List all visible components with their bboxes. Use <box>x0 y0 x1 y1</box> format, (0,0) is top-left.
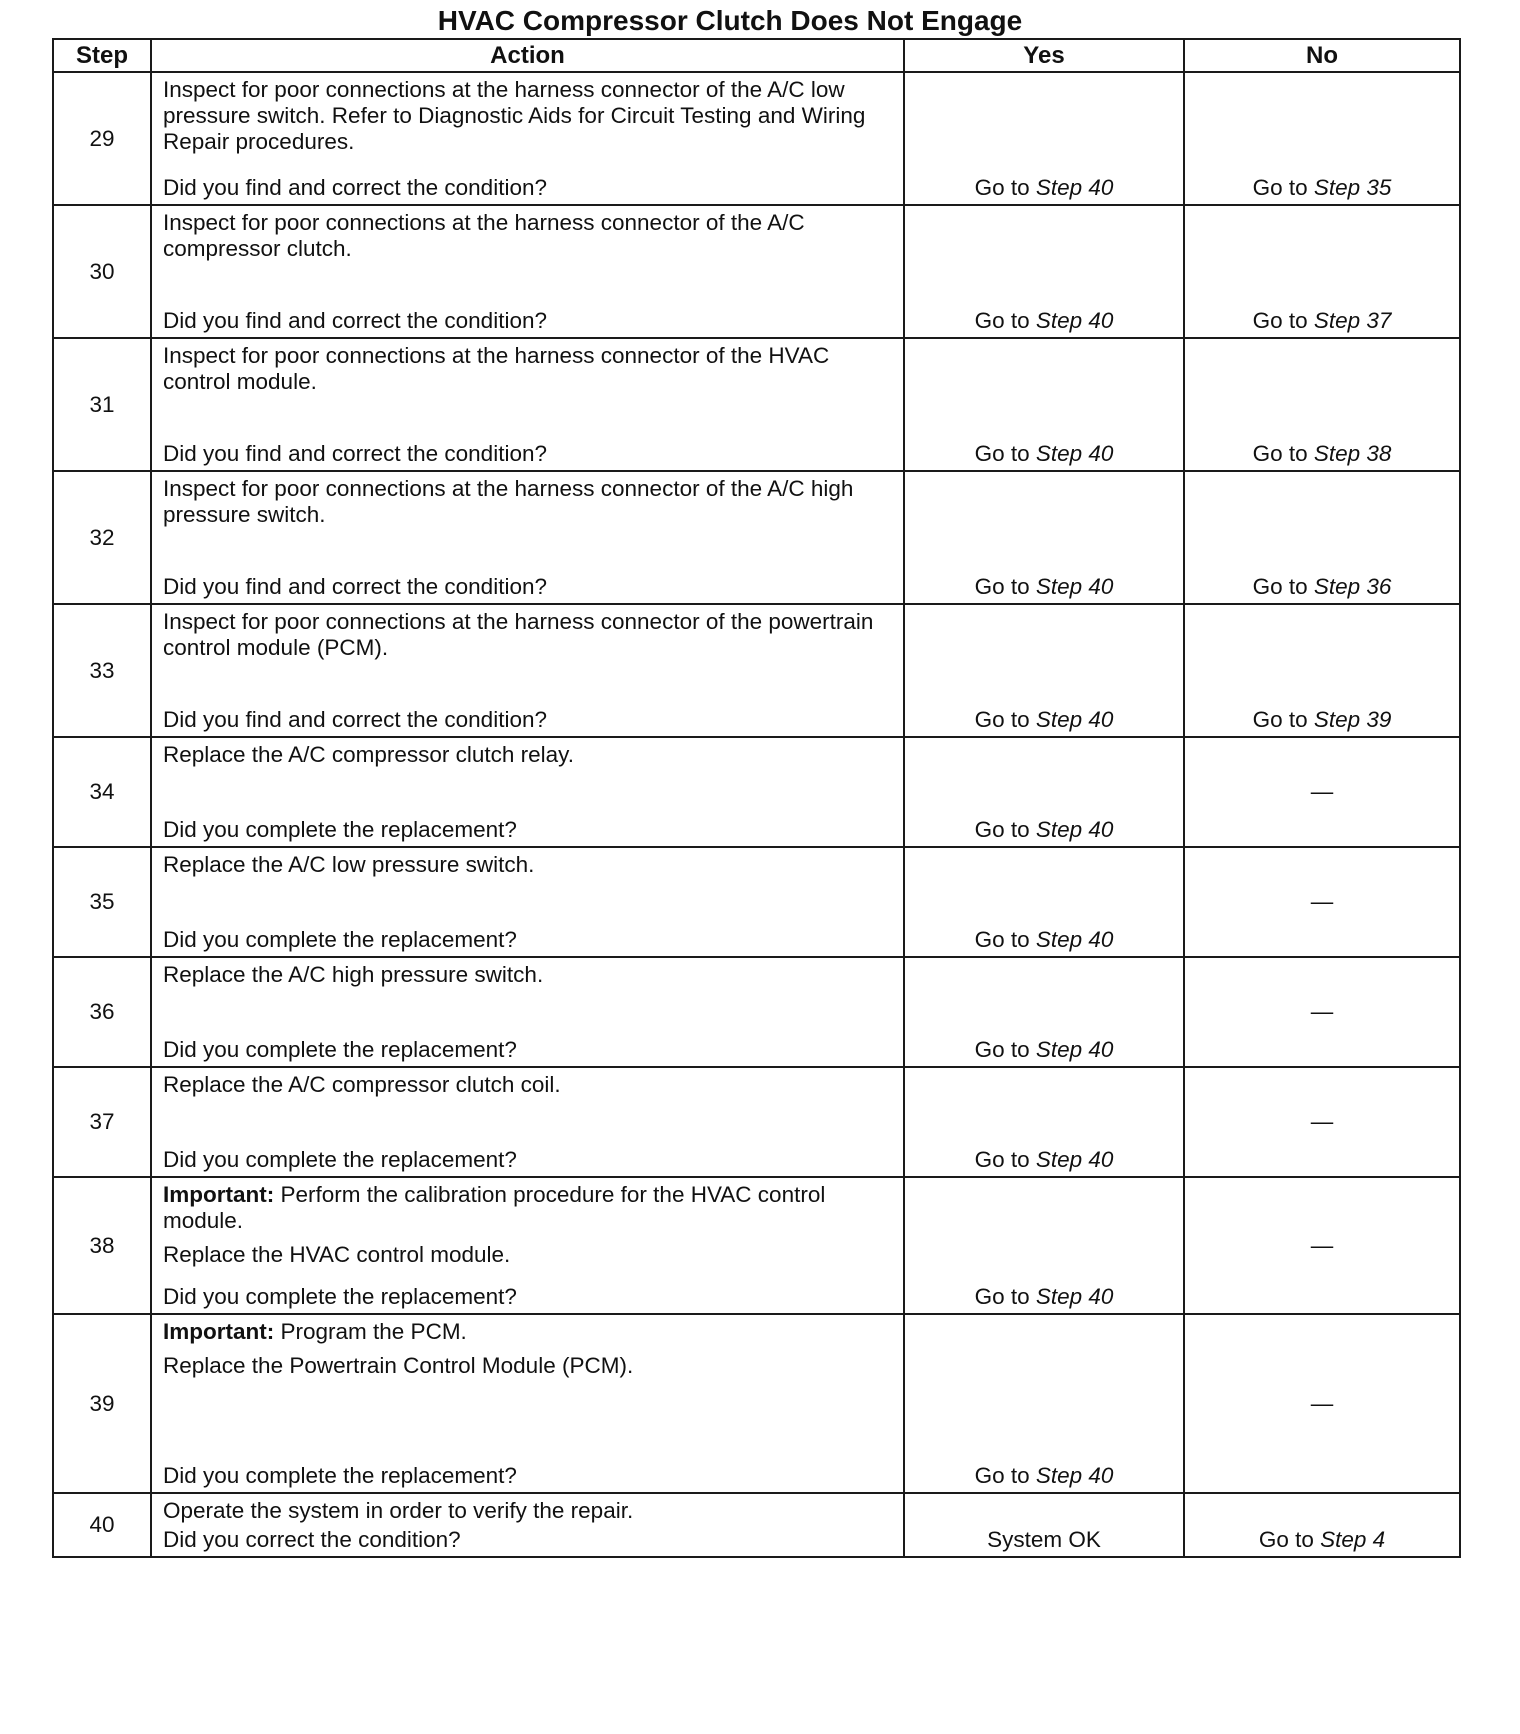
step-reference: Step 40 <box>1035 1284 1114 1309</box>
go-to-label: Go to <box>974 1284 1030 1309</box>
go-to-label: Go to <box>974 927 1030 952</box>
question-text: Did you complete the replacement? <box>163 1037 517 1062</box>
step-reference: Step 35 <box>1313 175 1392 200</box>
go-to-label: Go to <box>974 1463 1030 1488</box>
action-text: Replace the A/C high pressure switch. <box>163 962 544 987</box>
question-text: Did you correct the condition? <box>163 1527 461 1552</box>
table-row <box>53 957 1460 1067</box>
yes-result <box>904 471 1184 604</box>
table-row <box>53 1493 1460 1557</box>
go-to-label: Go to <box>974 175 1030 200</box>
yes-result <box>904 72 1184 205</box>
go-to-label: Go to <box>974 1037 1030 1062</box>
dash-placeholder: — <box>1310 1390 1334 1416</box>
yes-result <box>904 957 1184 1067</box>
no-result <box>1184 72 1460 205</box>
no-result <box>1184 338 1460 471</box>
go-to-label: Go to <box>1252 308 1308 333</box>
question-text: Did you complete the replacement? <box>163 927 517 952</box>
question-text: Did you complete the replacement? <box>163 817 517 842</box>
step-number: 37 <box>53 1067 151 1177</box>
important-note <box>163 1182 893 1234</box>
question-text: Did you find and correct the condition? <box>163 308 547 333</box>
action-cell <box>151 1067 904 1177</box>
go-to-label: Go to <box>974 441 1030 466</box>
no-result <box>1184 957 1460 1067</box>
action-text: Replace the Powertrain Control Module (PCM). <box>163 1353 634 1378</box>
yes-result <box>904 1314 1184 1493</box>
question-text: Did you find and correct the condition? <box>163 707 547 732</box>
step-reference: Step 40 <box>1035 175 1114 200</box>
go-to-label: Go to <box>974 1147 1030 1172</box>
go-to-label: Go to <box>974 817 1030 842</box>
header-yes: Yes <box>904 39 1184 72</box>
action-cell <box>151 737 904 847</box>
important-note <box>163 1319 893 1345</box>
step-reference: Step 40 <box>1035 1037 1114 1062</box>
question-text: Did you complete the replacement? <box>163 1284 517 1309</box>
result-text: System OK <box>987 1527 1101 1552</box>
go-to-label: Go to <box>1252 574 1308 599</box>
question-text: Did you find and correct the condition? <box>163 441 547 466</box>
action-text: Replace the A/C compressor clutch coil. <box>163 1072 561 1097</box>
important-text: Program the PCM. <box>274 1319 467 1344</box>
important-label: Important: <box>163 1319 275 1344</box>
no-result <box>1184 471 1460 604</box>
yes-result <box>904 205 1184 338</box>
go-to-label: Go to <box>1252 707 1308 732</box>
no-result <box>1184 847 1460 957</box>
action-text: Operate the system in order to verify the repair. <box>163 1498 634 1523</box>
yes-result <box>904 338 1184 471</box>
step-number: 34 <box>53 737 151 847</box>
action-cell <box>151 1314 904 1493</box>
step-reference: Step 40 <box>1035 1147 1114 1172</box>
step-reference: Step 36 <box>1313 574 1392 599</box>
no-result <box>1184 1314 1460 1493</box>
action-text: Inspect for poor connections at the harness connector of the HVAC control module. <box>163 343 830 394</box>
action-text: Replace the A/C low pressure switch. <box>163 852 535 877</box>
dash-placeholder: — <box>1310 999 1334 1024</box>
no-result <box>1184 604 1460 737</box>
yes-result <box>904 737 1184 847</box>
go-to-label: Go to <box>974 308 1030 333</box>
step-number: 32 <box>53 471 151 604</box>
diagnostic-table <box>52 38 1461 1558</box>
go-to-label: Go to <box>1252 441 1308 466</box>
action-text: Inspect for poor connections at the harness connector of the A/C high pressure switch. <box>163 476 854 527</box>
step-reference: Step 39 <box>1313 707 1392 732</box>
table-body <box>53 72 1460 1557</box>
dash-placeholder: — <box>1310 889 1334 914</box>
page-title: HVAC Compressor Clutch Does Not Engage <box>437 5 1023 36</box>
table-row <box>53 1067 1460 1177</box>
action-text: Replace the A/C compressor clutch relay. <box>163 742 575 767</box>
important-label: Important: <box>163 1182 275 1207</box>
table-row <box>53 1177 1460 1314</box>
yes-result <box>904 847 1184 957</box>
dash-placeholder: — <box>1310 1109 1334 1134</box>
header-action: Action <box>151 39 904 72</box>
question-text: Did you find and correct the condition? <box>163 574 547 599</box>
action-cell <box>151 1493 904 1557</box>
dash-placeholder: — <box>1310 1232 1334 1258</box>
table-row <box>53 471 1460 604</box>
important-text: Perform the calibration procedure for the HVAC control module. <box>163 1182 826 1233</box>
yes-result <box>904 1177 1184 1314</box>
yes-result <box>904 604 1184 737</box>
step-reference: Step 40 <box>1035 817 1114 842</box>
step-number: 39 <box>53 1314 151 1493</box>
dash-placeholder: — <box>1310 779 1334 804</box>
action-text: Inspect for poor connections at the harness connector of the A/C low pressure switch. Refer to Diagnostic Aids for Circuit Testing and Wiring Repair procedures. <box>163 77 866 154</box>
step-reference: Step 4 <box>1320 1527 1386 1552</box>
step-reference: Step 38 <box>1313 441 1392 466</box>
action-cell <box>151 205 904 338</box>
go-to-label: Go to <box>1258 1527 1314 1552</box>
yes-result <box>904 1493 1184 1557</box>
action-cell <box>151 604 904 737</box>
question-text: Did you complete the replacement? <box>163 1463 517 1488</box>
table-row <box>53 338 1460 471</box>
question-text: Did you find and correct the condition? <box>163 175 547 200</box>
action-text: Replace the HVAC control module. <box>163 1242 511 1267</box>
go-to-label: Go to <box>974 574 1030 599</box>
step-reference: Step 37 <box>1313 308 1392 333</box>
action-cell <box>151 1177 904 1314</box>
step-reference: Step 40 <box>1035 1463 1114 1488</box>
table-header-row <box>53 39 1460 72</box>
step-reference: Step 40 <box>1035 707 1114 732</box>
step-reference: Step 40 <box>1035 927 1114 952</box>
step-number: 40 <box>53 1493 151 1557</box>
table-row <box>53 72 1460 205</box>
table-row <box>53 205 1460 338</box>
table-row <box>53 847 1460 957</box>
step-number: 35 <box>53 847 151 957</box>
action-cell <box>151 847 904 957</box>
action-cell <box>151 338 904 471</box>
step-reference: Step 40 <box>1035 308 1114 333</box>
table-row <box>53 604 1460 737</box>
go-to-label: Go to <box>974 707 1030 732</box>
step-number: 38 <box>53 1177 151 1314</box>
no-result <box>1184 1067 1460 1177</box>
step-number: 29 <box>53 72 151 205</box>
no-result <box>1184 205 1460 338</box>
action-cell <box>151 957 904 1067</box>
step-reference: Step 40 <box>1035 441 1114 466</box>
step-number: 36 <box>53 957 151 1067</box>
step-number: 33 <box>53 604 151 737</box>
action-text: Inspect for poor connections at the harness connector of the powertrain control module (PCM). <box>163 609 874 660</box>
table-row <box>53 737 1460 847</box>
no-result <box>1184 737 1460 847</box>
header-no: No <box>1184 39 1460 72</box>
action-cell <box>151 72 904 205</box>
question-text: Did you complete the replacement? <box>163 1147 517 1172</box>
step-reference: Step 40 <box>1035 574 1114 599</box>
action-text: Inspect for poor connections at the harness connector of the A/C compressor clutch. <box>163 210 805 261</box>
go-to-label: Go to <box>1252 175 1308 200</box>
table-row <box>53 1314 1460 1493</box>
step-number: 30 <box>53 205 151 338</box>
header-step: Step <box>53 39 151 72</box>
step-number: 31 <box>53 338 151 471</box>
yes-result <box>904 1067 1184 1177</box>
no-result <box>1184 1493 1460 1557</box>
action-cell <box>151 471 904 604</box>
no-result <box>1184 1177 1460 1314</box>
